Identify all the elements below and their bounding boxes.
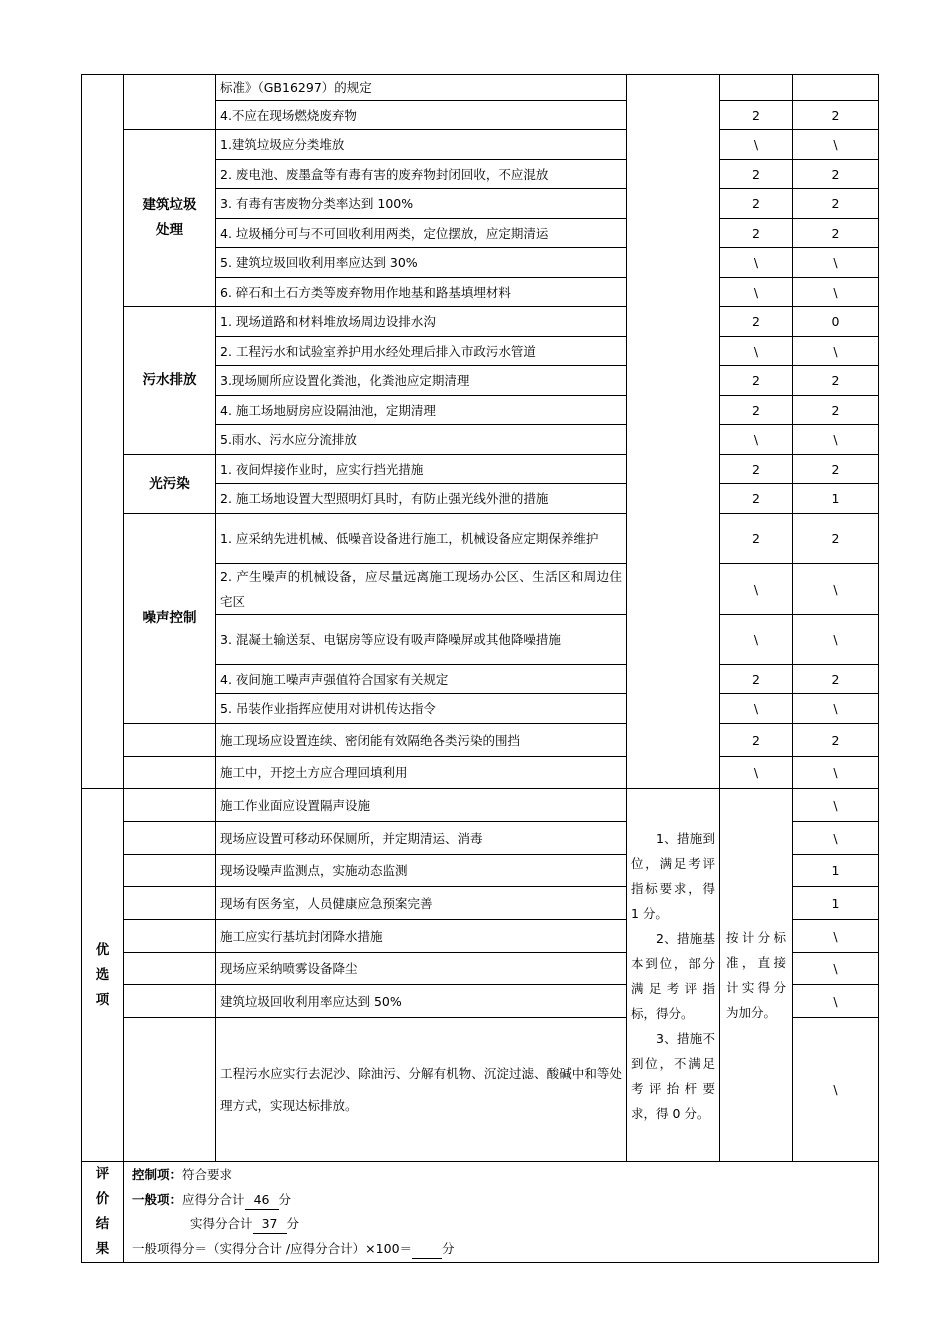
item-cell: 3. 有毒有害废物分类率达到 100% (216, 189, 627, 219)
category-cell (124, 920, 216, 953)
actual-score: 2 (793, 396, 879, 425)
category-cell (124, 130, 216, 307)
actual-unit: 分 (286, 1216, 300, 1231)
actual-score: 2 (793, 219, 879, 248)
table-row (82, 455, 879, 484)
optional-score: \ (793, 822, 879, 855)
category-light: 光污染 (124, 455, 216, 514)
control-label: 控制项： (132, 1167, 183, 1182)
due-score: 2 (720, 665, 793, 694)
due-score (720, 75, 793, 101)
table-row (82, 307, 879, 337)
due-score: 2 (720, 724, 793, 757)
item-cell: 2. 产生噪声的机械设备，应尽量远离施工现场办公区、生活区和周边住宅区 (216, 564, 627, 615)
due-unit: 分 (278, 1191, 292, 1207)
due-line (132, 1188, 870, 1213)
due-score: \ (720, 615, 793, 665)
item-cell: 4. 垃圾桶分可与不可回收利用两类，定位摆放，应定期清运 (216, 219, 627, 248)
actual-score: 2 (793, 514, 879, 564)
optional-score: 1 (793, 887, 879, 920)
table-row (82, 514, 879, 564)
due-score: \ (720, 425, 793, 455)
due-score: 2 (720, 484, 793, 514)
actual-score: \ (793, 337, 879, 366)
item-cell: 2. 施工场地设置大型照明灯具时，有防止强光线外泄的措施 (216, 484, 627, 514)
actual-score: 1 (793, 484, 879, 514)
evaluation-label-char: 果 (95, 1241, 110, 1257)
due-score: 2 (720, 455, 793, 484)
table-row (82, 75, 879, 101)
optional-score: 1 (793, 855, 879, 887)
actual-score (793, 75, 879, 101)
actual-score: 2 (793, 366, 879, 396)
actual-score: \ (793, 248, 879, 278)
item-cell: 施工现场应设置连续、密闭能有效隔绝各类污染的围挡 (216, 724, 627, 757)
table-row (82, 789, 879, 822)
criteria-note-line: 1、措施到位，满足考评指标要求，得 1 分。 (631, 831, 715, 921)
formula-line (132, 1237, 870, 1262)
optional-score: \ (793, 1018, 879, 1162)
category-cell (124, 724, 216, 757)
evaluation-label-char: 评 (95, 1166, 110, 1182)
optional-score: \ (793, 920, 879, 953)
item-cell: 现场设噪声监测点，实施动态监测 (216, 855, 627, 887)
actual-score: 2 (793, 160, 879, 189)
due-score: 2 (720, 189, 793, 219)
item-cell: 施工应实行基坑封闭降水措施 (216, 920, 627, 953)
due-score: 2 (720, 514, 793, 564)
optional-label-cell (82, 789, 124, 1162)
due-score: 2 (720, 160, 793, 189)
due-score: \ (720, 130, 793, 160)
criteria-note-line: 2、措施基本到位，部分满足考评指标，得分。 (631, 931, 715, 1021)
due-score: 2 (720, 366, 793, 396)
evaluation-label-char: 结 (95, 1216, 110, 1232)
category-cell (124, 953, 216, 985)
category-cell (124, 1018, 216, 1162)
item-cell: 1.建筑垃圾应分类堆放 (216, 130, 627, 160)
item-cell: 5. 吊装作业指挥应使用对讲机传达指令 (216, 694, 627, 724)
item-cell: 3.现场厕所应设置化粪池，化粪池应定期清理 (216, 366, 627, 396)
item-cell: 4. 施工场地厨房应设隔油池，定期清理 (216, 396, 627, 425)
due-value: 46 (245, 1191, 279, 1210)
actual-score: \ (793, 278, 879, 307)
category-cell (124, 855, 216, 887)
due-score: 2 (720, 307, 793, 337)
actual-score: \ (793, 615, 879, 665)
actual-score: 2 (793, 455, 879, 484)
item-cell: 4.不应在现场燃烧废弃物 (216, 101, 627, 130)
item-cell: 4. 夜间施工噪声声强值符合国家有关规定 (216, 665, 627, 694)
item-cell: 现场应设置可移动环保厕所，并定期清运、消毒 (216, 822, 627, 855)
item-cell: 5.雨水、污水应分流排放 (216, 425, 627, 455)
general-label: 一般项： (132, 1191, 183, 1207)
optional-score: \ (793, 985, 879, 1018)
formula-blank (412, 1240, 442, 1259)
evaluation-label-cell (82, 1162, 124, 1263)
optional-label-char: 项 (95, 991, 110, 1008)
criteria-note-line: 3、措施不到位，不满足考评抬杆要求，得 0 分。 (631, 1031, 715, 1121)
actual-score: 2 (793, 189, 879, 219)
actual-score: \ (793, 694, 879, 724)
due-score: \ (720, 278, 793, 307)
category-cell (124, 985, 216, 1018)
evaluation-table (81, 74, 879, 1263)
category-waste: 建筑垃圾处理 (142, 197, 197, 238)
category-cell (124, 822, 216, 855)
due-label: 应得分合计 (182, 1191, 245, 1207)
table-row (82, 724, 879, 757)
category-cell (124, 75, 216, 130)
optional-rule-note: 按计分标准，直接计实得分为加分。 (720, 789, 793, 1162)
item-cell: 3. 混凝土输送泵、电锯房等应设有吸声降噪屏或其他降噪措施 (216, 615, 627, 665)
actual-line (132, 1212, 870, 1237)
optional-score: \ (793, 953, 879, 985)
actual-score: \ (793, 757, 879, 789)
control-line (132, 1163, 870, 1188)
table-row (82, 1162, 879, 1263)
category-cell (124, 789, 216, 822)
item-cell: 2. 工程污水和试验室养护用水经处理后排入市政污水管道 (216, 337, 627, 366)
item-cell: 施工中，开挖土方应合理回填利用 (216, 757, 627, 789)
due-score: 2 (720, 396, 793, 425)
control-value: 符合要求 (182, 1167, 233, 1182)
category-cell (124, 887, 216, 920)
actual-value: 37 (253, 1215, 287, 1234)
item-cell: 2. 废电池、废墨盒等有毒有害的废弃物封闭回收，不应混放 (216, 160, 627, 189)
item-cell: 现场应采纳喷雾设备降尘 (216, 953, 627, 985)
evaluation-label-char: 价 (95, 1191, 110, 1207)
item-cell: 工程污水应实行去泥沙、除油污、分解有机物、沉淀过滤、酸碱中和等处理方式，实现达标排放。 (216, 1018, 627, 1162)
item-cell: 5. 建筑垃圾回收利用率应达到 30% (216, 248, 627, 278)
actual-score: \ (793, 130, 879, 160)
table-row (82, 757, 879, 789)
optional-label-char: 选 (95, 966, 110, 983)
due-score: \ (720, 757, 793, 789)
formula-unit: 分 (442, 1240, 455, 1256)
section-label-cell (82, 75, 124, 789)
optional-label-char: 优 (95, 941, 110, 958)
due-score: 2 (720, 219, 793, 248)
criteria-cell (627, 75, 720, 789)
item-cell: 1. 现场道路和材料堆放场周边设排水沟 (216, 307, 627, 337)
due-score: \ (720, 694, 793, 724)
category-cell (124, 757, 216, 789)
actual-score: 2 (793, 724, 879, 757)
actual-label: 实得分合计 (190, 1216, 253, 1231)
category-sewage: 污水排放 (124, 307, 216, 455)
optional-criteria-note (627, 789, 720, 1162)
actual-score: 2 (793, 665, 879, 694)
item-cell: 现场有医务室，人员健康应急预案完善 (216, 887, 627, 920)
category-noise: 噪声控制 (124, 514, 216, 724)
item-cell: 1. 应采纳先进机械、低噪音设备进行施工，机械设备应定期保养维护 (216, 514, 627, 564)
due-score: \ (720, 564, 793, 615)
actual-score: 0 (793, 307, 879, 337)
due-score: 2 (720, 101, 793, 130)
due-score: \ (720, 337, 793, 366)
item-cell: 1. 夜间焊接作业时，应实行挡光措施 (216, 455, 627, 484)
due-score: \ (720, 248, 793, 278)
actual-score: 2 (793, 101, 879, 130)
item-cell: 6. 碎石和土石方类等废弃物用作地基和路基填埋材料 (216, 278, 627, 307)
optional-score: \ (793, 789, 879, 822)
formula-text: 一般项得分＝（实得分合计 /应得分合计）×100＝ (132, 1240, 413, 1256)
actual-score: \ (793, 425, 879, 455)
actual-score: \ (793, 564, 879, 615)
item-cell: 施工作业面应设置隔声设施 (216, 789, 627, 822)
item-cell: 建筑垃圾回收利用率应达到 50% (216, 985, 627, 1018)
item-cell: 标准》（GB16297）的规定 (216, 75, 627, 101)
table-row (82, 130, 879, 160)
evaluation-content (124, 1162, 879, 1263)
